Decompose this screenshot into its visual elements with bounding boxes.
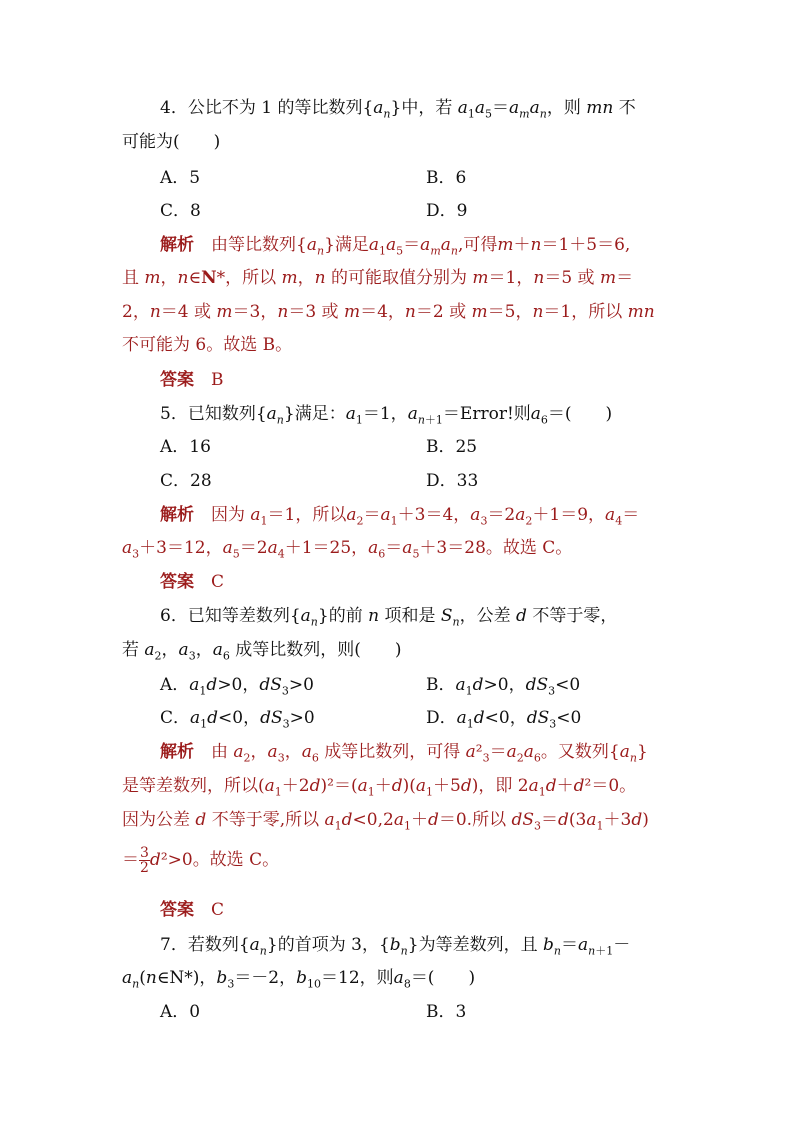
fraction-three-halves: $\frac{3}{2}$ xyxy=(140,845,149,876)
q4-option-a: A．5 xyxy=(160,168,201,188)
q5-option-c: C．28 xyxy=(160,471,212,491)
q6-option-a: A．$a_1d>0$，$dS_3>0$ xyxy=(160,675,314,698)
q6-option-b: B．$a_1d>0$，$dS_3<0$ xyxy=(426,675,581,698)
q6-analysis-line2: 是等差数列，所以$(a_1+2d)^2=(a_1+d)(a_1+5d)$，即 $2a_1d+d^2=0$。 xyxy=(122,776,637,799)
q5-analysis-line1: 解析 因为 $a_1=1$，所以$a_2=a_1+3=4$，$a_3=2a_2+1=9$，$a_4=$ xyxy=(160,505,640,528)
q4-analysis-line1: 解析 由等比数列$\{a_n\}$满足$a_1a_5=a_ma_n$,可得m＋n＝1＋5＝6, xyxy=(160,235,631,258)
q6-option-d: D．$a_1d<0$，$dS_3<0$ xyxy=(426,708,582,731)
q4-analysis-line2: 且 m，n∈N*，所以 m，n 的可能取值分别为 m＝1，n＝5 或 m＝ xyxy=(122,268,634,288)
q4-option-d: D．9 xyxy=(426,201,468,221)
q5-option-d: D．33 xyxy=(426,471,479,491)
q4-answer: 答案 B xyxy=(160,370,224,390)
q6-stem-line1: 6．已知等差数列$\{a_n\}$的前 n 项和是 $S_n$，公差 d 不等于零， xyxy=(160,606,618,629)
q5-answer: 答案 C xyxy=(160,572,225,592)
q5-option-b: B．25 xyxy=(426,437,478,457)
q4-option-b: B．6 xyxy=(426,168,467,188)
q4-analysis-line4: 不可能为 6。故选 B。 xyxy=(122,335,293,355)
q6-analysis-line4: ＝ $\frac{3}{2}$ d²>0。故选 C。 xyxy=(122,845,280,876)
q5-analysis-line2: $a_3+3=12$，$a_5=2a_4+1=25$，$a_6=a_5+3=28$。故选 C。 xyxy=(122,538,573,561)
q4-stem-line1: 4．公比不为 1 的等比数列$\{a_n\}$中，若 $a_1a_5=a_ma_n$，则 mn 不 xyxy=(160,98,636,121)
q6-analysis-line3: 因为公差 d 不等于零,所以 $a_1d<0,2a_1+d=0$.所以 $dS_3=d(3a_1+3d)$ xyxy=(122,810,649,833)
q6-stem-line2: 若 $a_2$，$a_3$，$a_6$ 成等比数列，则( ) xyxy=(122,640,402,663)
q4-option-c: C．8 xyxy=(160,201,201,221)
q7-option-b: B．3 xyxy=(426,1002,467,1022)
q4-stem-line2: 可能为( ) xyxy=(122,132,221,152)
q4-analysis-line3: 2，n＝4 或 m＝3，n＝3 或 m＝4，n＝2 或 m＝5，n＝1，所以 mn xyxy=(122,302,655,322)
q5-option-a: A．16 xyxy=(160,437,211,457)
q7-stem-line1: 7．若数列$\{a_n\}$的首项为 3，$\{b_n\}$为等差数列，且 $b_n=a_{n+1}-$ xyxy=(160,935,631,958)
q6-analysis-line1: 解析 由 $a_2$，$a_3$，$a_6$ 成等比数列，可得 $a^2_3=a_2a_6$。又数列$\{a_n\}$ xyxy=(160,742,648,765)
q7-option-a: A．0 xyxy=(160,1002,201,1022)
q6-option-c: C．$a_1d<0$，$dS_3>0$ xyxy=(160,708,315,731)
q5-stem: 5．已知数列$\{a_n\}$满足：$a_1=1$，$a_{n+1}=Error$!则$a_6=$( ) xyxy=(160,404,613,427)
q7-stem-line2: $a_n(n\in N*)$，$b_3=-2$，$b_{10}=12$，则$a_8=$( ) xyxy=(122,968,476,991)
q6-answer: 答案 C xyxy=(160,900,225,920)
